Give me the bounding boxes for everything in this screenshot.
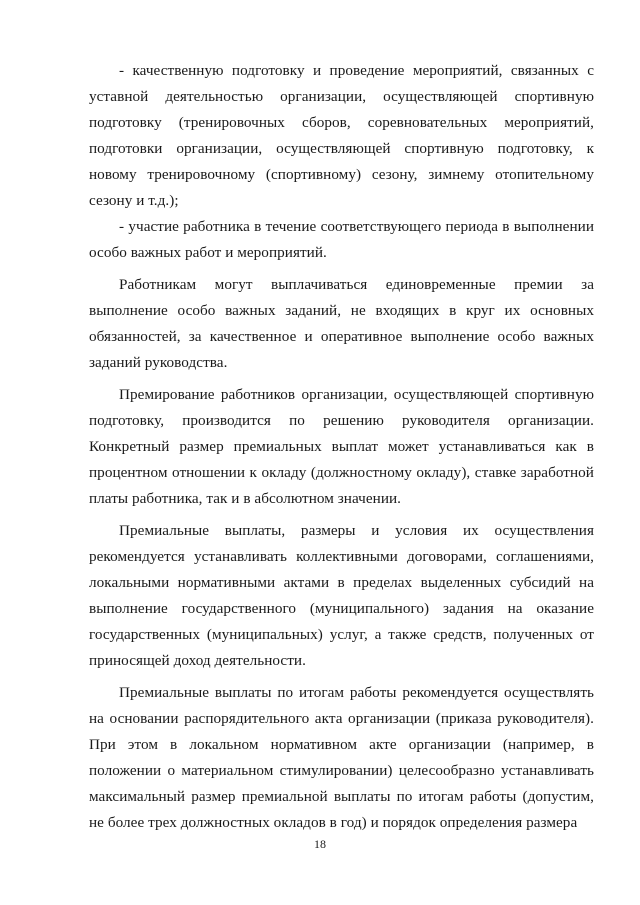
paragraph-bonus-decision: Премирование работников организации, осуществляющей спортивную подготовку, производится по решению руководителя организации. Конкретный размер премиальных выплат может устанавливаться как в процентном отношении к окладу (должностному окладу), ставке заработной платы работника, так и в абсолютном значении. [89, 386, 594, 507]
paragraph-bonus-results: Премиальные выплаты по итогам работы рекомендуется осуществлять на основании распорядительного акта организации (приказа руководителя). При этом в локальном нормативном акте организации (например, в положении о материальном стимулировании) целесообразно устанавливать максимальный размер премиальной выплаты по итогам работы (допустим, не более трех должностных окладов в год) и порядок определения размера [89, 684, 594, 831]
paragraph-item-important-work: - участие работника в течение соответствующего периода в выполнении особо важных работ и мероприятий. [89, 218, 594, 261]
paragraph-bonus-conditions: Премиальные выплаты, размеры и условия их осуществления рекомендуется устанавливать коллективными договорами, соглашениями, локальными нормативными актами в пределах выделенных субсидий на выполнение государственного (муниципального) задания на оказание государственных (муниципальных) услуг, а также средств, полученных от приносящей доход деятельности. [89, 522, 594, 669]
paragraph-item-preparation: - качественную подготовку и проведение мероприятий, связанных с уставной деятельностью организации, осуществляющей спортивную подготовку (тренировочных сборов, соревновательных мероприятий, подготовки организации, осуществляющей спортивную подготовку, к новому тренировочному (спортивному) сезону, зимнему отопительному сезону и т.д.); [89, 62, 594, 209]
document-body [89, 58, 594, 836]
page-number: 18 [314, 837, 326, 851]
paragraph-one-time-bonuses: Работникам могут выплачиваться единовременные премии за выполнение особо важных заданий, не входящих в круг их основных обязанностей, за качественное и оперативное выполнение особо важных заданий руководства. [89, 276, 594, 371]
